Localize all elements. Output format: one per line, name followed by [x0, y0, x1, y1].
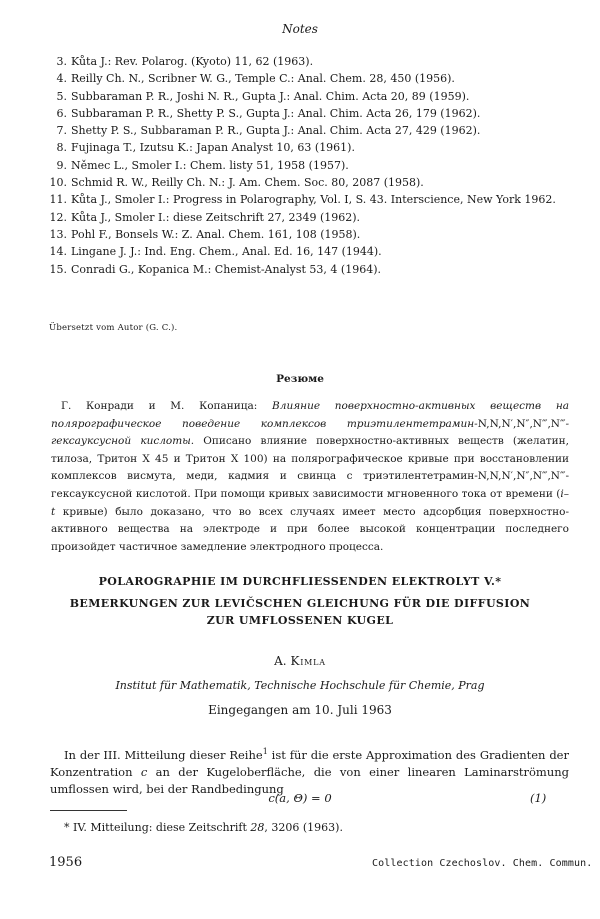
reference-number: 6. — [56, 106, 67, 120]
reference-text: Reilly Ch. N., Scribner W. G., Temple C.: Anal. Chem. 28, 450 (1956). — [71, 72, 455, 86]
reference-text: Schmid R. W., Reilly Ch. N.: J. Am. Chem. Soc. 80, 2087 (1958). — [71, 176, 424, 190]
footnote — [64, 821, 343, 834]
resume-title-end: -гексауксусной кислоты — [51, 417, 569, 448]
article-title-line-3: ZUR UMFLOSSENEN KUGEL — [206, 614, 394, 627]
reference-item — [49, 122, 569, 139]
reference-text: Němec L., Smoler I.: Chem. listy 51, 1958 (1957). — [71, 158, 349, 172]
reference-item — [49, 261, 569, 278]
reference-text: Subbaraman P. R., Shetty P. S., Gupta J.: Anal. Chim. Acta 26, 179 (1962). — [71, 106, 481, 120]
equation-number: (1) — [530, 791, 547, 805]
reference-item — [49, 53, 569, 70]
footnote-ref: 1 — [262, 747, 268, 756]
reference-number: 7. — [56, 124, 67, 138]
footnote-text: * IV. Mitteilung: diese Zeitschrift — [64, 821, 251, 834]
reference-number: 15. — [49, 262, 67, 276]
reference-number: 13. — [49, 227, 67, 241]
reference-text: Kůta J., Smoler I.: diese Zeitschrift 27, 2349 (1962). — [71, 210, 361, 224]
translator-note: Übersetzt vom Autor (G. C.). — [49, 323, 178, 333]
reference-text: Pohl F., Bonsels W.: Z. Anal. Chem. 161, 108 (1958). — [71, 227, 361, 241]
reference-item — [49, 139, 569, 156]
resume-body-end: кривые) было доказано, что во всех случаях имеет место адсорбция поверхностно-активного вещества на электроде и при более высокой концентрации последнего произойдет частичное замедление электродного процесса. — [51, 505, 569, 553]
reference-number: 9. — [56, 158, 67, 172]
reference-item — [49, 191, 569, 208]
author-surname: Kimla — [290, 654, 326, 668]
reference-number: 14. — [49, 245, 67, 259]
reference-text: Shetty P. S., Subbaraman P. R., Gupta J.: Anal. Chim. Acta 27, 429 (1962). — [71, 124, 481, 138]
author-institute: Institut für Mathematik, Technische Hochschule für Chemie, Prag — [115, 679, 485, 692]
reference-item — [49, 88, 569, 105]
page-number: 1956 — [49, 855, 83, 870]
intro-text-a: In der III. Mitteilung dieser Reihe — [64, 747, 263, 762]
article-title-line-2: BEMERKUNGEN ZUR LEVIČSCHEN GLEICHUNG FÜR DIE DIFFUSION — [69, 597, 531, 610]
resume-heading: Резюме — [276, 373, 324, 385]
resume-title-formula: N,N,N′,N″,N‴,N‴ — [477, 417, 566, 430]
intro-paragraph — [50, 743, 569, 798]
resume-authors: Г. Конради и М. Копаница: — [61, 400, 273, 412]
reference-item — [49, 105, 569, 122]
received-date: Eingegangen am 10. Juli 1963 — [208, 703, 392, 717]
resume-curve-label: i–t — [51, 487, 569, 518]
reference-item — [49, 157, 569, 174]
footnote-volume: 28 — [250, 821, 265, 834]
reference-item — [49, 70, 569, 87]
reference-item — [49, 174, 569, 191]
footnote-text-end: , 3206 (1963). — [264, 821, 343, 834]
reference-item — [49, 209, 569, 226]
resume-paragraph — [51, 398, 569, 556]
reference-number: 3. — [56, 55, 67, 68]
article-title-line-1: POLAROGRAPHIE IM DURCHFLIESSENDEN ELEKTROLYT V.* — [98, 575, 502, 588]
resume-title: Влияние поверхностно-активных веществ на полярографическое поведение комплексов триэтилентетрамин- — [51, 400, 570, 430]
reference-number: 12. — [49, 210, 67, 224]
reference-number: 11. — [49, 193, 67, 207]
reference-text: Subbaraman P. R., Joshi N. R., Gupta J.: Anal. Chim. Acta 20, 89 (1959). — [71, 89, 470, 103]
intro-variable: c — [140, 764, 148, 779]
running-header: Notes — [282, 22, 318, 36]
reference-number: 10. — [49, 176, 67, 190]
reference-text: Kůta J.: Rev. Polarog. (Kyoto) 11, 62 (1963). — [71, 55, 314, 68]
reference-item — [49, 243, 569, 260]
reference-text: Kůta J., Smoler I.: Progress in Polarography, Vol. I, S. 43. Interscience, New York 1962. — [71, 193, 556, 207]
intro-text-b: ist für die erste Approximation des Gradienten der Konzentration — [50, 747, 569, 779]
reference-item — [49, 226, 569, 243]
reference-number: 4. — [56, 72, 67, 86]
author-initial: A. — [274, 654, 291, 668]
reference-text: Fujinaga T., Izutsu K.: Japan Analyst 10, 63 (1961). — [71, 141, 355, 155]
reference-text: Conradi G., Kopanica M.: Chemist-Analyst 53, 4 (1964). — [71, 262, 381, 276]
reference-number: 5. — [56, 89, 67, 103]
journal-name: Collection Czechoslov. Chem. Commun. — [372, 858, 593, 869]
reference-number: 8. — [56, 141, 67, 155]
reference-text: Lingane J. J.: Ind. Eng. Chem., Anal. Ed. 16, 147 (1944). — [71, 245, 382, 259]
resume-body: . Описано влияние поверхностно-активных веществ (желатин, тилоза, Тритон X 45 и Тритон X 100) на полярографическое кривые при восстановлении комплексов висмута, меди, кадмия и свинца с триэтилентетрамин-N,N,N′,N″,N‴,N‴-гексауксусной кислотой. При помощи кривых зависимости мгновенного тока от времени ( — [51, 435, 569, 500]
footnote-rule — [50, 810, 127, 811]
reference-list — [49, 53, 569, 278]
equation: c(a, Θ) = 0 — [268, 791, 332, 805]
intro-text-c: an der Kugeloberfläche, die von einer linearen Laminarströmung umflossen wird, bei der Randbedingung — [50, 764, 569, 796]
article-author — [0, 654, 600, 668]
